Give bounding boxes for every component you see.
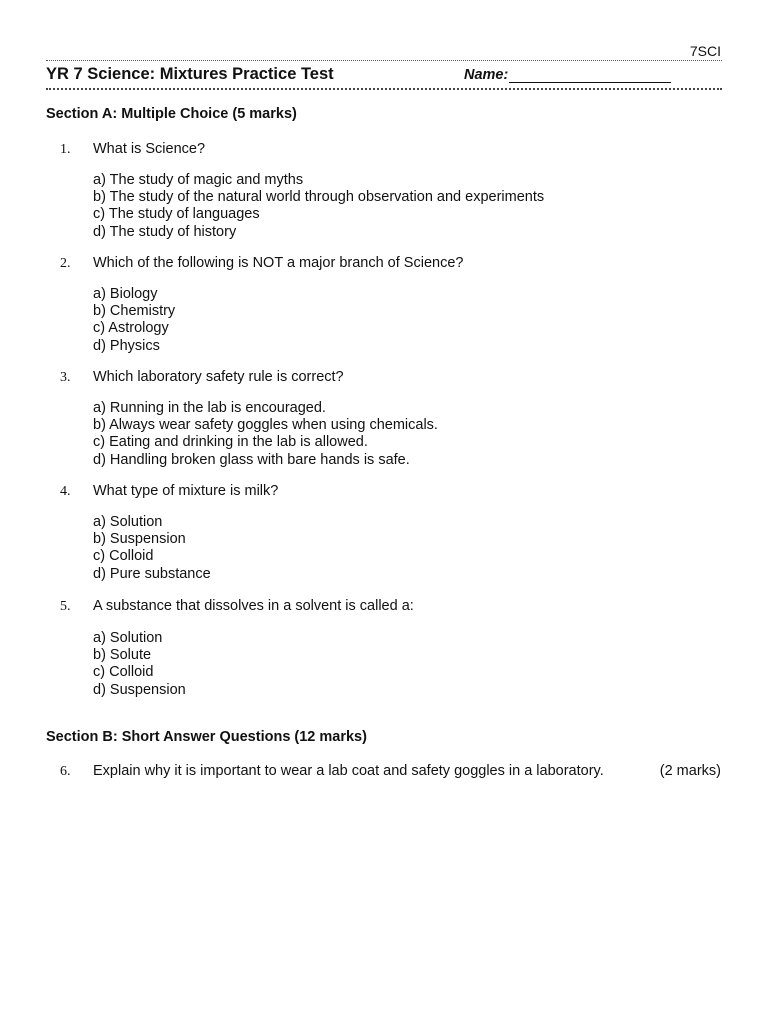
- option-b: b) Suspension: [93, 531, 186, 548]
- option-d: d) Physics: [93, 337, 160, 354]
- header-divider-top: [46, 60, 722, 61]
- question-number: 5.: [60, 599, 71, 614]
- option-a: a) Solution: [93, 514, 163, 530]
- option-d: d) Pure substance: [93, 565, 211, 582]
- question-marks: (2 marks): [659, 763, 721, 779]
- question-number: 6.: [60, 764, 71, 779]
- question-number: 4.: [60, 484, 71, 499]
- option-a: a) The study of magic and myths: [93, 172, 304, 188]
- option-b: b) The study of the natural world through observation and experiments: [93, 189, 545, 206]
- question-text: A substance that dissolves in a solvent is called a:: [93, 598, 414, 614]
- option-c: c) Colloid: [93, 664, 154, 681]
- option-a: a) Biology: [93, 286, 158, 302]
- answer-options: [93, 514, 211, 583]
- option-c: c) Astrology: [93, 320, 169, 337]
- option-b: b) Chemistry: [93, 303, 176, 320]
- course-code: 7SCI: [689, 43, 721, 59]
- name-field: [464, 67, 671, 83]
- answer-options: [93, 172, 544, 241]
- option-c: c) Eating and drinking in the lab is allowed.: [93, 434, 368, 451]
- section-b-heading: Section B: Short Answer Questions (12 marks): [46, 729, 367, 745]
- answer-options: [93, 400, 438, 469]
- question-text: What is Science?: [93, 141, 206, 157]
- option-c: c) Colloid: [93, 548, 154, 565]
- section-a-heading: Section A: Multiple Choice (5 marks): [46, 106, 297, 122]
- answer-options: [93, 286, 175, 355]
- option-d: d) The study of history: [93, 223, 237, 240]
- name-blank-line: [509, 68, 671, 83]
- option-d: d) Suspension: [93, 681, 186, 698]
- question-number: 3.: [60, 370, 71, 385]
- option-d: d) Handling broken glass with bare hands is safe.: [93, 451, 410, 468]
- header-divider-bottom: [46, 88, 722, 90]
- question-text: Which laboratory safety rule is correct?: [93, 369, 344, 385]
- question-text: What type of mixture is milk?: [93, 483, 279, 499]
- question-number: 1.: [60, 142, 71, 157]
- option-a: a) Running in the lab is encouraged.: [93, 400, 326, 416]
- question-number: 2.: [60, 256, 71, 271]
- option-c: c) The study of languages: [93, 206, 260, 223]
- answer-options: [93, 630, 186, 699]
- question-text: Explain why it is important to wear a lab coat and safety goggles in a laboratory.: [93, 763, 604, 779]
- question-text: Which of the following is NOT a major branch of Science?: [93, 255, 464, 271]
- option-a: a) Solution: [93, 630, 163, 646]
- option-b: b) Solute: [93, 647, 152, 664]
- name-label: Name:: [464, 67, 509, 83]
- option-b: b) Always wear safety goggles when using chemicals.: [93, 417, 438, 434]
- test-title: YR 7 Science: Mixtures Practice Test: [46, 65, 334, 83]
